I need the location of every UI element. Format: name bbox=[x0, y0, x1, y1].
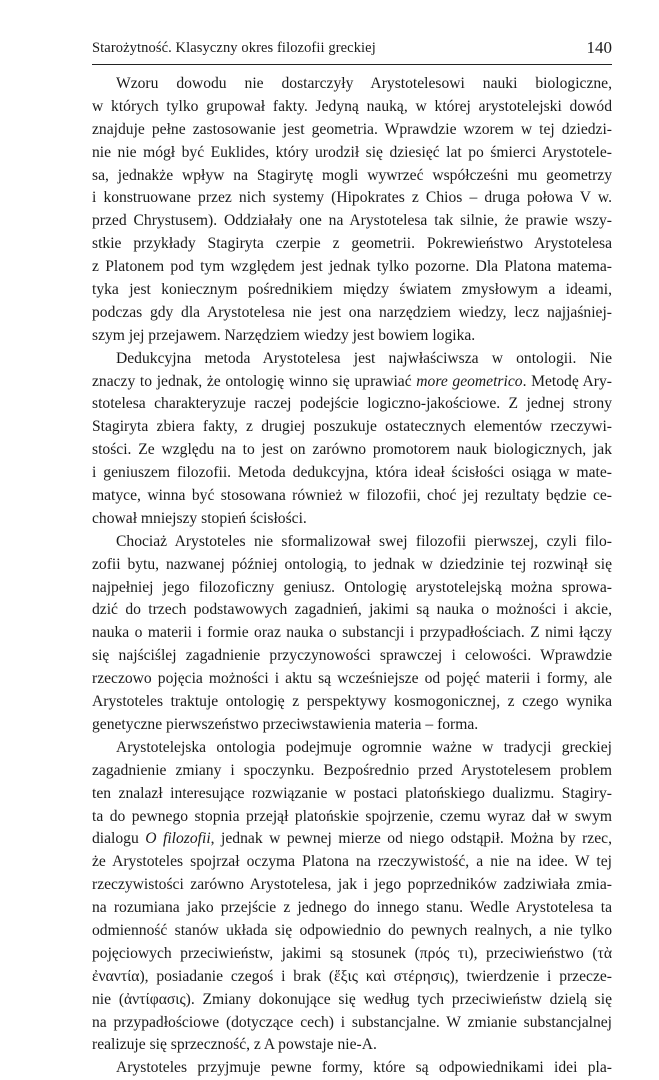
text-line bbox=[92, 1057, 612, 1080]
text-line bbox=[92, 668, 612, 691]
text-segment: , jednak w pewnej mierze od niego odstąpił. Można by rzec, bbox=[210, 830, 612, 848]
text-line bbox=[92, 897, 612, 920]
text-line bbox=[92, 714, 612, 737]
text-line bbox=[92, 187, 612, 210]
text-segment: tyka jest koniecznym pośrednikiem między światem zmysłowym a ideami, bbox=[92, 281, 612, 299]
header-rule bbox=[92, 64, 612, 65]
text-line bbox=[92, 737, 612, 760]
text-segment: Dedukcyjna metoda Arystotelesa jest najwłaściwsza w ontologii. Nie bbox=[116, 349, 612, 367]
text-segment: stości. Ze względu na to jest on zarówno promotorem nauk biologicznych, jak bbox=[92, 441, 612, 459]
text-segment: Arystotelejska ontologia podejmuje ogromnie ważne w tradycji greckiej bbox=[116, 738, 612, 756]
text-segment: Wzoru dowodu nie dostarczyły Arystotelesowi nauki biologiczne, bbox=[116, 75, 612, 92]
text-segment: na przypadłościowe (dotyczące cech) i substancjalne. W zmianie substancjalnej bbox=[92, 1013, 612, 1031]
text-line bbox=[92, 577, 612, 600]
text-segment: najpełniej jego filozoficzny geniusz. Ontologię arystotelejską można sprowa- bbox=[92, 578, 612, 596]
running-header-title: Starożytność. Klasyczny okres filozofii greckiej bbox=[92, 40, 376, 56]
text-segment: przed Chrystusem). Oddziałały one na Arystotelesa tak silnie, że prawie wszy- bbox=[92, 212, 612, 230]
text-segment: zofii bytu, nazwanej później ontologią, to jednak w dziedzinie tej rozwinął się bbox=[92, 555, 612, 573]
italic-phrase: more geometrico bbox=[416, 372, 523, 390]
text-segment: rzeczywistości zarówno Arystotelesa, jak i jego poprzedników zadziwiała zmia- bbox=[92, 876, 612, 894]
text-line bbox=[92, 485, 612, 508]
text-line bbox=[92, 828, 612, 851]
text-segment: się najściślej zagadnienie przyczynowości sprawczej i celowości. Wprawdzie bbox=[92, 647, 612, 665]
text-segment: znajduje pełne zastosowanie jest geometria. Wprawdzie wzorem w tej dziedzi- bbox=[92, 120, 612, 138]
text-segment: szym jej przejawem. Narzędziem wiedzy jest bowiem logika. bbox=[92, 326, 476, 344]
page-number: 140 bbox=[586, 38, 612, 57]
text-segment: dialogu bbox=[92, 830, 146, 848]
text-line bbox=[92, 966, 612, 989]
text-line bbox=[92, 302, 612, 325]
text-segment: Chociaż Arystoteles nie sformalizował swej filozofii pierwszej, czyli filo- bbox=[116, 532, 612, 550]
text-segment: ἐναντία), posiadanie czegoś i brak (ἕξις καὶ στέρησις), twierdzenie i przecze- bbox=[92, 967, 612, 985]
text-line bbox=[92, 783, 612, 806]
text-segment: i konstruowane przez nich systemy (Hipokrates z Chios – druga połowa V w. bbox=[92, 189, 612, 207]
text-segment: Stagiryta zbiera fakty, z drugiej poszukuje ostatecznych elementów rzeczywi- bbox=[92, 418, 612, 436]
text-line bbox=[92, 279, 612, 302]
text-line bbox=[92, 691, 612, 714]
text-line bbox=[92, 393, 612, 416]
text-line bbox=[92, 348, 612, 371]
text-line bbox=[92, 920, 612, 943]
text-segment: i geniuszem filozofii. Metoda dedukcyjna, która ideał ścisłości osiąga w mate- bbox=[92, 464, 612, 482]
text-line bbox=[92, 599, 612, 622]
text-line bbox=[92, 233, 612, 256]
text-segment: . Metodę Ary- bbox=[522, 372, 612, 390]
text-segment: stotelesa charakteryzuje raczej podejście logiczno-jakościowe. Z jednej strony bbox=[92, 395, 612, 413]
body-text bbox=[92, 73, 612, 1080]
running-header bbox=[92, 40, 612, 64]
text-segment: genetyczne pierwszeństwo przeciwstawienia materia – forma. bbox=[92, 715, 479, 733]
text-segment: z Platonem pod tym względem jest jednak tylko pozorne. Dla Platona matema- bbox=[92, 258, 612, 276]
text-line bbox=[92, 210, 612, 233]
text-line bbox=[92, 645, 612, 668]
text-segment: chował mniejszy stopień ścisłości. bbox=[92, 509, 307, 527]
text-segment: ten znalazł interesujące rozwiązanie w postaci platońskiego dualizmu. Stagiry- bbox=[92, 784, 612, 802]
text-segment: realizuje się sprzeczność, z A powstaje nie-A. bbox=[92, 1036, 377, 1054]
italic-phrase: O filozofii bbox=[145, 830, 211, 848]
text-segment: stkie przykłady Stagiryta czerpie z geometrii. Pokrewieństwo Arystotelesa bbox=[92, 235, 612, 253]
text-segment: pojęciowych przeciwieństw, jakimi są stosunek (πρός τι), przeciwieństwo (τὰ bbox=[92, 944, 612, 962]
text-segment: Arystoteles przyjmuje pewne formy, które są odpowiednikami idei pla- bbox=[116, 1059, 612, 1077]
text-line bbox=[92, 554, 612, 577]
text-segment: rzeczowo pojęcia możności i aktu są wcześniejsze od pojęć materii i formy, ale bbox=[92, 670, 612, 688]
text-line bbox=[92, 989, 612, 1012]
text-segment: dzić do trzech podstawowych zagadnień, jakimi są nauka o możności i akcie, bbox=[92, 601, 612, 619]
text-segment: nauka o materii i formie oraz nauka o substancji i przypadłościach. Z nimi łączy bbox=[92, 624, 612, 642]
text-segment: odmienność stanów układa się odpowiednio do pewnych realnych, a nie tylko bbox=[92, 921, 612, 939]
text-line bbox=[92, 1012, 612, 1035]
text-segment: nie nie mógł być Euklides, który urodził się dziesięć lat po śmierci Arystotele- bbox=[92, 143, 612, 161]
text-line bbox=[92, 462, 612, 485]
text-line bbox=[92, 73, 612, 96]
text-line bbox=[92, 851, 612, 874]
text-line bbox=[92, 531, 612, 554]
text-line bbox=[92, 1034, 612, 1057]
text-line bbox=[92, 165, 612, 188]
text-line bbox=[92, 760, 612, 783]
text-segment: znaczy to jednak, że ontologię winno się uprawiać bbox=[92, 372, 417, 390]
text-segment: że Arystoteles spojrzał oczyma Platona na rzeczywistość, a nie na idee. W tej bbox=[92, 853, 612, 871]
text-line bbox=[92, 508, 612, 531]
text-line bbox=[92, 119, 612, 142]
text-line bbox=[92, 622, 612, 645]
text-line bbox=[92, 96, 612, 119]
text-segment: matyce, winna być stosowana również w filozofii, choć jej rezultaty będzie ce- bbox=[92, 487, 612, 505]
text-segment: podczas gdy dla Arystotelesa nie jest ona narzędziem wiedzy, lecz najjaśniej- bbox=[92, 303, 612, 321]
text-line bbox=[92, 256, 612, 279]
text-line bbox=[92, 439, 612, 462]
text-line bbox=[92, 416, 612, 439]
text-segment: zagadnienie zmiany i spoczynku. Bezpośrednio przed Arystotelesem problem bbox=[92, 761, 612, 779]
text-segment: na rozumiana jako przejście z jednego do innego stanu. Wedle Arystotelesa ta bbox=[92, 899, 612, 917]
text-line bbox=[92, 371, 612, 394]
text-segment: nie (ἀντίφασις). Zmiany dokonujące się według tych przeciwieństw dzielą się bbox=[92, 990, 612, 1008]
text-line bbox=[92, 874, 612, 897]
text-line bbox=[92, 806, 612, 829]
text-segment: sa, jednakże wpływ na Stagirytę mogli wywrzeć współcześni mu geometrzy bbox=[92, 166, 612, 184]
text-line bbox=[92, 943, 612, 966]
text-line bbox=[92, 325, 612, 348]
text-segment: Arystoteles traktuje ontologię z perspektywy kosmogonicznej, z czego wynika bbox=[92, 693, 612, 711]
text-segment: ta do pewnego stopnia przejął platońskie spojrzenie, czemu wyraz dał w swym bbox=[92, 807, 612, 825]
text-line bbox=[92, 142, 612, 165]
text-segment: w których tylko grupował fakty. Jedyną nauką, w której arystotelejski dowód bbox=[92, 97, 612, 115]
